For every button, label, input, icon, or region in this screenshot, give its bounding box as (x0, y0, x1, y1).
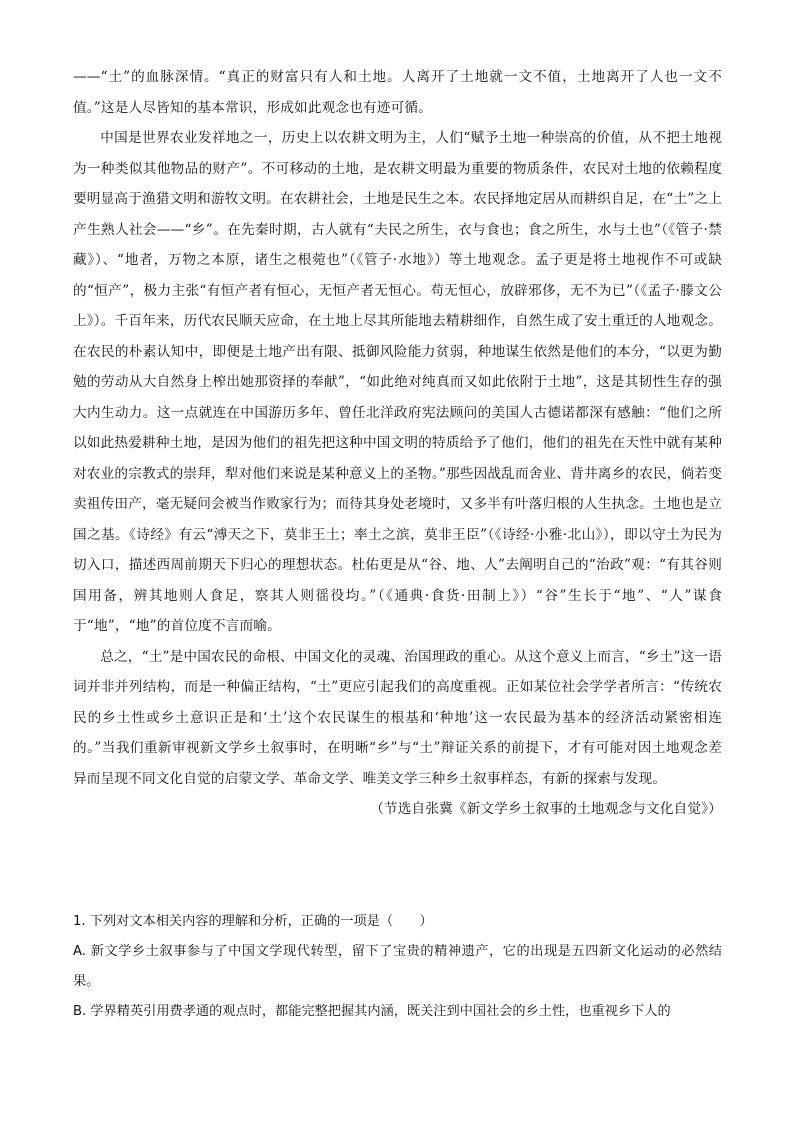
source-citation: （节选自张冀《新文学乡土叙事的土地观念与文化自觉》） (370, 801, 722, 817)
option-a: A. 新文学乡土叙事参与了中国文学现代转型，留下了宝贵的精神遗产，它的出现是五四新文化运动的必然结果。 (73, 944, 722, 989)
question-1: 1. 下列对文本相关内容的理解和分析，正确的一项是（ ） (73, 914, 433, 929)
question-section (73, 907, 722, 1027)
article-body (73, 62, 722, 825)
option-b: B. 学界精英引用费孝通的观点时，都能完整把握其内涵，既关注到中国社会的乡土性，也重视乡下人的 (73, 1004, 671, 1019)
paragraph-3: 总之，“土”是中国农民的命根、中国文化的灵魂、治国理政的重心。从这个意义上而言，“乡土”这一语词并非并列结构，而是一种偏正结构，“土”更应引起我们的高度重视。正如某位社会学学者所言：“传统农民的乡土性或乡土意识正是和‘土’这个农民谋生的根基和‘种地’这一农民最为基本的经济活动紧密相连的。”当我们重新审视新文学乡土叙事时，在明晰“乡”与“土”辩证关系的前提下，才有可能对因土地观念差异而呈现不同文化自觉的启蒙文学、革命文学、唯美文学三种乡土叙事样态，有新的探索与发现。 (73, 648, 722, 787)
paragraph-2: 中国是世界农业发祥地之一，历史上以农耕文明为主，人们“赋予土地一种崇高的价值，从不把土地视为一种类似其他物品的财产”。不可移动的土地，是农耕文明最为重要的物质条件，农民对土地的依赖程度要明显高于渔猎文明和游牧文明。在农耕社会，土地是民生之本。农民择地定居从而耕织自足，在“土”之上产生熟人社会——“乡”。在先秦时期，古人就有“夫民之所生，衣与食也；食之所生，水与土也”（《管子·禁藏》）、“地者，万物之本原，诸生之根菀也”（《管子·水地》）等土地观念。孟子更是将土地视作不可或缺的“恒产”，极力主张“有恒产者有恒心，无恒产者无恒心。苟无恒心，放辟邪侈，无不为已”（《孟子·滕文公上》）。千百年来，历代农民顺天应命，在土地上尽其所能地去精耕细作，自然生成了安土重迁的人地观念。在农民的朴素认知中，即便是土地产出有限、抵御风险能力贫弱，种地谋生依然是他们的本分，“以更为勤勉的劳动从大自然身上榨出她那资择的奉献”，“如此绝对纯真而又如此依附于土地”，这是其韧性生存的强大内生动力。这一点就连在中国游历多年、曾任北洋政府宪法顾问的美国人古德诺都深有感触：“他们之所以如此热爱耕种土地，是因为他们的祖先把这种中国文明的特质给予了他们，他们的祖先在天性中就有某种对农业的宗教式的崇拜，犁对他们来说是某种意义上的圣物。”那些因战乱而舍业、背井离乡的农民，倘若变卖祖传田产，毫无疑问会被当作败家行为；而待其身处老境时，又多半有叶落归根的人生执念。土地也是立国之基。《诗经》有云“溥天之下，莫非王土；率土之滨，莫非王臣”（《诗经·小雅·北山》），即以守土为民为切入口，描述西周前期天下归心的理想状态。杜佑更是从“谷、地、人”去阐明自己的“治政”观：“有其谷则国用备，辨其地则人食足，察其人则徭役均。”（《通典·食货·田制上》）“谷”生长于“地”、“人”谋食于“地”，“地”的首位度不言而喻。 (73, 130, 722, 634)
paragraph-1: ——“土”的血脉深情。“真正的财富只有人和土地。人离开了土地就一文不值，土地离开了人也一文不值。”这是人尽皆知的基本常识，形成如此观念也有迹可循。 (73, 69, 722, 116)
